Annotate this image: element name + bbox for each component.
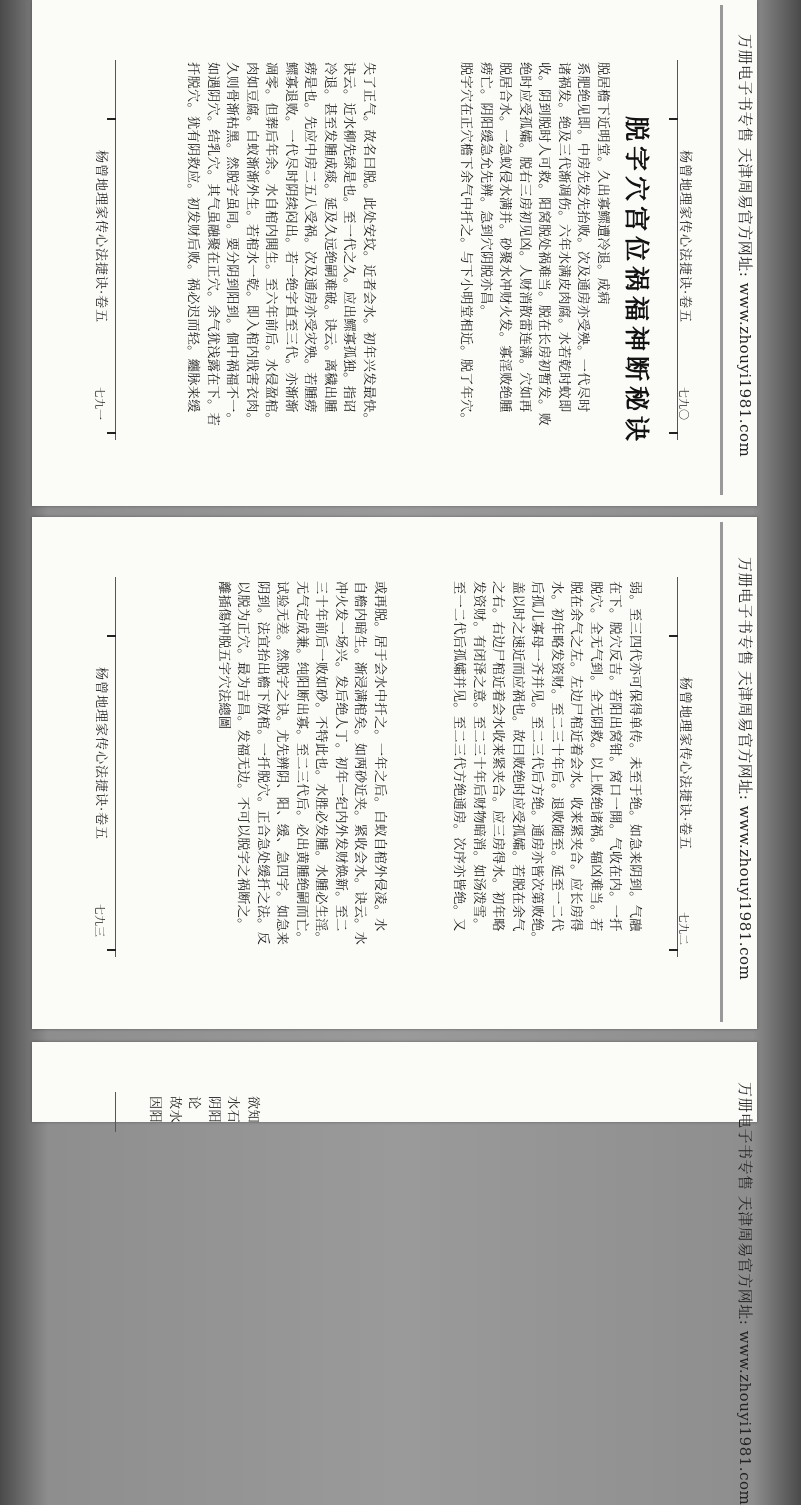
text-column: 弱。至三四代亦可保得单传。未至于绝。如急来阴到。气融 bbox=[627, 581, 642, 932]
text-column: 水石 bbox=[225, 1096, 241, 1123]
text-column: 脱穴。全无气到。全无阴救。以上败绝诸祸。辐凶难当。若 bbox=[588, 581, 603, 932]
text-column: 试验无差。然脱字之诀。尤先辨阴、阳、缓、急四字。如急来 bbox=[274, 581, 290, 946]
scan-page-1 bbox=[32, 0, 757, 506]
text-column: 诸祸发。绝及三代渐凋伤。六年水满皮肉腐。水若乾时蚊即 bbox=[556, 62, 571, 413]
text-column: 水。初年略发资财。至二三十年后。退败随至。延至一二代 bbox=[549, 581, 564, 932]
text-column: 论 bbox=[186, 1096, 202, 1110]
text-column: 发资财。有闭泽之意。至二三十年后财物暗消。如汤泼雪。 bbox=[471, 581, 486, 932]
text-column: 无气定成兼。纯阳断出寡。至二三代后。必出黄腫绝嗣而亡。 bbox=[294, 581, 309, 946]
text-column: 之右。右边尸棺近着会水收来紧夹合。应三房得水。初年略 bbox=[490, 581, 506, 932]
text-column: 脱在余气之左。左边尸棺近着会水。收来紧夹合。应长房得 bbox=[568, 581, 584, 932]
text-column: 失了正气。故名曰脱。此处安坟。近者会水。初年兴发最快。 bbox=[361, 62, 376, 427]
text-column: 欲知 bbox=[245, 1096, 260, 1123]
page-number-left: 七九三 bbox=[93, 904, 106, 937]
text-column: 后孤儿寡母一齐并见。至二三代后方绝。通房亦皆次第败绝。 bbox=[529, 581, 545, 946]
text-column: 肉如豆腐。白蚁渐渐外生。若棺水一乾。即入棺内戕害衣肉。 bbox=[244, 62, 259, 427]
running-header-left: 杨曾地理家传心法捷诀·卷五 bbox=[93, 667, 108, 841]
text-column: 脱居合水。一急蚁侵水满并。砂聚水冲财火发。寡淫败绝腫 bbox=[497, 62, 513, 413]
text-column: 脱居檐下近明堂。久出寡鳏遭冷退。成病 bbox=[595, 62, 610, 305]
text-column: 诀云。近水柳先绿是也。至一代之久。应出鳏寡孤独。指诏 bbox=[341, 62, 357, 413]
running-header-right: 杨曾地理家传心法捷诀·卷五 bbox=[677, 677, 692, 851]
watermark-text: 万册电子书专售 天津周易官方网址: www.zhouyi1981.com bbox=[736, 557, 754, 981]
text-column: 阴到。法宜抬出檐下放棺。一扦脱穴。正合急处缓扦之法。反 bbox=[255, 581, 270, 946]
scan-page-2 bbox=[32, 517, 757, 1029]
text-column: 或再脱。居于会水中扦之。一年之后。白蚁自棺外侵凌。水 bbox=[372, 581, 387, 932]
text-column: 因阳 bbox=[147, 1096, 163, 1123]
text-column: 阴阳 bbox=[206, 1096, 221, 1123]
page-number-right: 七九〇 bbox=[677, 387, 690, 420]
text-column: 扦脱穴。犹有阴救应。初发财后败。祸必迟而轻。纏脉来缓 bbox=[185, 62, 201, 413]
text-column: 冲火发一场兴。发后绝人丁。初年一纪内外发财焕新。至二 bbox=[333, 581, 348, 932]
text-column: 收。阴到脱时人可救。阳窝脱处祸难当。脱在长房初暂发。败 bbox=[536, 62, 552, 427]
text-column: 脱字穴在正穴檐下余气中扦之。与下小明堂相近。脱了年穴。 bbox=[458, 62, 474, 427]
text-block-right bbox=[449, 581, 644, 945]
text-column: 自檐内暗生。渐浸满棺矣。如两砂近夹。紧收会水。诀云。水 bbox=[352, 581, 368, 946]
text-column: 盖以时之速近而应祸也。故曰败绝时应受孤孀。若脱在余气 bbox=[510, 581, 525, 932]
watermark-text: 万册电子书专售 天津周易官方网址: www.zhouyi1981.com bbox=[736, 34, 754, 458]
text-column: 凋零。但葬后年余。水自棺内閧生。至六年前后。水侵盈棺。 bbox=[263, 62, 279, 427]
page-number-right: 七九二 bbox=[677, 912, 690, 945]
page-number-left: 七九一 bbox=[93, 387, 106, 420]
text-column: 故水 bbox=[167, 1096, 182, 1123]
text-column: 冷退。甚至发腫成痰。延及久远绝嗣难破。诀云。离穢出腫 bbox=[322, 62, 337, 413]
text-column: 至一二代后孤孀并见。至二三代方绝通房。次序亦皆绝。又 bbox=[451, 581, 467, 932]
scan-page-3 bbox=[32, 1042, 757, 1505]
text-column: 如遇阴穴。结乳穴。其气虽融聚在正穴。余气犹浅露在下。若 bbox=[205, 62, 220, 427]
running-header-right: 杨曾地理家传心法捷诀·卷五 bbox=[677, 150, 692, 324]
text-column: 鳏寡退败。一代尽时阴续闷出。若一绝字直至三代。亦渐渐 bbox=[283, 62, 298, 413]
watermark-text: 万册电子书专售 天津周易官方网址: www.zhouyi1981.com bbox=[736, 1082, 754, 1505]
text-block-left bbox=[183, 62, 378, 426]
section-title: 脱字穴宫位祸福神断秘诀 bbox=[622, 116, 651, 447]
text-column: 痨是也。先应中房二五八受祸。次及通房亦受灾殃。若腫痨 bbox=[302, 62, 318, 413]
text-block-partial bbox=[145, 1096, 262, 1123]
text-column: 三十年前后一败如砂。不特此也。水胜必发腫。水腫必生淫。 bbox=[313, 581, 329, 946]
text-block-right bbox=[456, 62, 612, 426]
text-column: 痨亡。阴阳缓急允先辨。急到穴阴脱亦昌。 bbox=[478, 62, 493, 319]
text-column: 绝时应受孤孀。脱右三房初见凶。人财消散雷连满。穴如再 bbox=[517, 62, 532, 413]
text-column: 在下。脱穴反吉。若阳出窝钳。窝口一開。气收在内。一扦 bbox=[607, 581, 623, 932]
text-block-left bbox=[214, 581, 390, 945]
text-column: 以脱为正穴。最为吉昌。发福无边。不可以脱字之祸断之。 bbox=[235, 581, 251, 932]
running-header-left: 杨曾地理家传心法捷诀·卷五 bbox=[93, 150, 108, 324]
text-column: 系肥绝见即。中房先发先抬败。次及通房亦受殃。一代尽时 bbox=[575, 62, 591, 413]
figure-caption: 離插傷冲脱五字穴法總圖 bbox=[216, 581, 231, 730]
text-column: 久则骨渐枯黑。然脱字虽同。要分阴到阳到。個中祸福不一。 bbox=[224, 62, 240, 427]
